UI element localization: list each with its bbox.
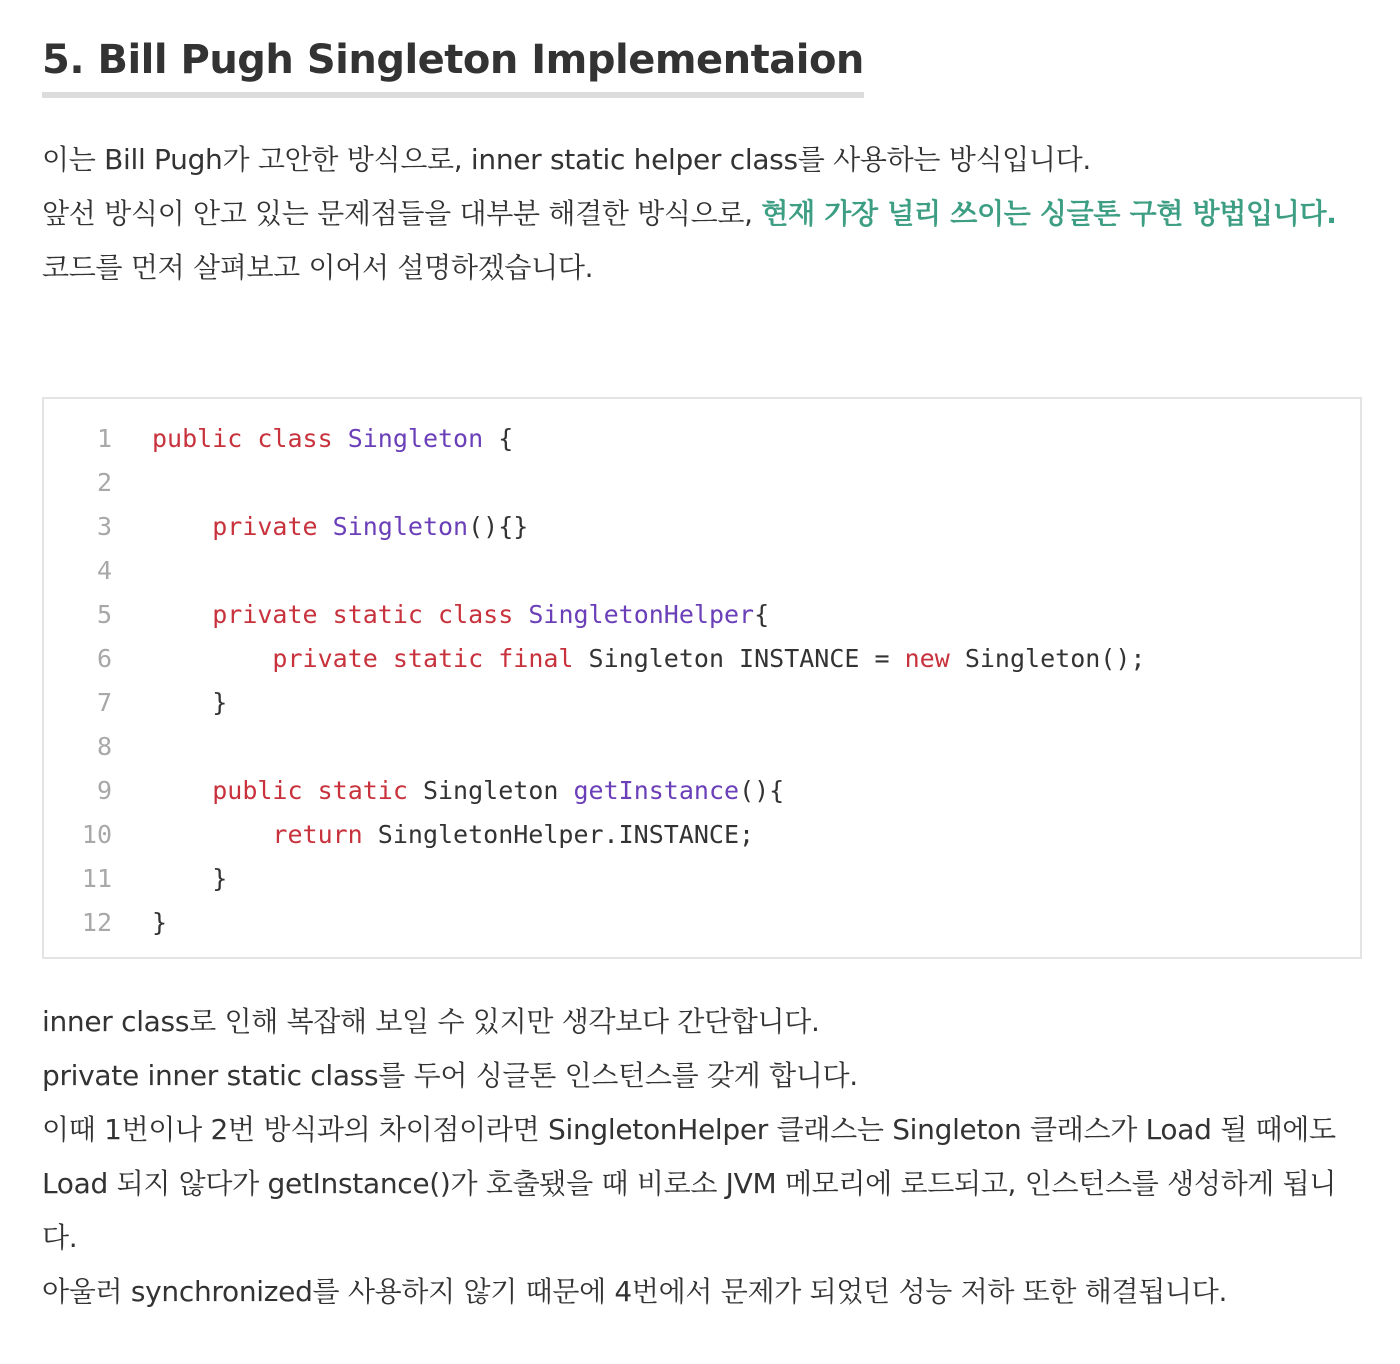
code-token: [152, 600, 212, 629]
code-line: [44, 813, 1360, 857]
code-token: [318, 600, 333, 629]
line-number: 9: [96, 776, 112, 805]
code-token: }: [152, 864, 228, 893]
intro-line-2: [42, 187, 1362, 241]
code-text: [152, 417, 513, 461]
code-token: [378, 644, 393, 673]
code-line: [44, 681, 1360, 725]
intro-line-1: 이는 Bill Pugh가 고안한 방식으로, inner static helper class를 사용하는 방식입니다.: [42, 143, 1092, 176]
explanation-line-2: private inner static class를 두어 싱글톤 인스턴스를 갖게 합니다.: [42, 1059, 858, 1092]
line-number: 4: [96, 556, 112, 585]
code-token: [152, 512, 212, 541]
code-token: {: [754, 600, 770, 629]
code-keyword: static: [332, 600, 423, 629]
code-keyword: class: [438, 600, 514, 629]
code-identifier: Singleton: [332, 512, 469, 541]
code-line: [44, 637, 1360, 681]
code-token: [242, 424, 257, 453]
code-token: SingletonHelper.INSTANCE;: [362, 820, 755, 849]
code-text: [152, 857, 227, 901]
code-token: }: [152, 688, 228, 717]
highlighted-text: 현재 가장 널리 쓰이는 싱글톤 구현 방법입니다.: [761, 197, 1337, 230]
code-block: [42, 397, 1362, 959]
code-keyword: public: [152, 424, 243, 453]
code-keyword: public: [212, 776, 303, 805]
code-token: {: [483, 424, 514, 453]
code-token: [423, 600, 438, 629]
code-identifier: getInstance: [573, 776, 740, 805]
code-token: [333, 424, 348, 453]
code-keyword: final: [498, 644, 574, 673]
code-text: [152, 593, 769, 637]
code-token: Singleton INSTANCE =: [573, 644, 905, 673]
code-text: [152, 681, 227, 725]
code-token: [303, 776, 318, 805]
code-text: [152, 813, 754, 857]
code-lines: [44, 417, 1360, 945]
code-keyword: private: [212, 512, 318, 541]
code-keyword: class: [257, 424, 333, 453]
code-token: (){: [739, 776, 785, 805]
code-token: Singleton: [407, 776, 574, 805]
code-line: [44, 549, 1360, 593]
code-keyword: static: [392, 644, 484, 673]
code-keyword: private: [212, 600, 318, 629]
code-token: [152, 776, 212, 805]
line-number: 2: [96, 468, 112, 497]
code-keyword: return: [272, 820, 363, 849]
code-line: [44, 417, 1360, 461]
section-heading: 5. Bill Pugh Singleton Implementaion: [42, 34, 864, 98]
line-number: 1: [96, 424, 112, 453]
code-token: [483, 644, 498, 673]
code-text: [152, 637, 1145, 681]
code-token: Singleton();: [949, 644, 1146, 673]
intro-line-3: 코드를 먼저 살펴보고 이어서 설명하겠습니다.: [42, 251, 594, 284]
line-number: 12: [81, 908, 112, 937]
code-token: [318, 512, 333, 541]
code-keyword: static: [317, 776, 408, 805]
code-line: [44, 505, 1360, 549]
line-number: 6: [96, 644, 112, 673]
line-number: 8: [96, 732, 112, 761]
code-token: (){}: [468, 512, 529, 541]
code-keyword: private: [272, 644, 378, 673]
explanation-line-4: 아울러 synchronized를 사용하지 않기 때문에 4번에서 문제가 되었던 성능 저하 또한 해결됩니다.: [42, 1275, 1228, 1308]
line-number: 7: [96, 688, 112, 717]
code-line: [44, 593, 1360, 637]
code-token: [152, 820, 272, 849]
line-number: 3: [96, 512, 112, 541]
code-line: [44, 461, 1360, 505]
code-token: [152, 644, 272, 673]
code-line: [44, 857, 1360, 901]
explanation-paragraph: [42, 995, 1362, 1319]
code-line: [44, 901, 1360, 945]
code-line: [44, 769, 1360, 813]
code-line: [44, 725, 1360, 769]
code-identifier: Singleton: [347, 424, 484, 453]
code-keyword: new: [904, 644, 950, 673]
line-number: 11: [81, 864, 112, 893]
code-token: [513, 600, 528, 629]
intro-paragraph: [42, 133, 1362, 295]
code-token: }: [152, 908, 168, 937]
line-number: 10: [81, 820, 112, 849]
code-text: [152, 769, 784, 813]
explanation-line-1: inner class로 인해 복잡해 보일 수 있지만 생각보다 간단합니다.: [42, 1005, 820, 1038]
line-number: 5: [96, 600, 112, 629]
code-identifier: SingletonHelper: [528, 600, 755, 629]
intro-line-2-text: 앞선 방식이 안고 있는 문제점들을 대부분 해결한 방식으로,: [42, 197, 762, 230]
code-text: [152, 505, 528, 549]
explanation-line-3: 이때 1번이나 2번 방식과의 차이점이라면 SingletonHelper 클래스는 Singleton 클래스가 Load 될 때에도 Load 되지 않다가 getInstance()가 호출됐을 때 비로소 JVM 메모리에 로드되고, 인스턴스를 생성하게 됩니다.: [42, 1113, 1337, 1254]
code-text: [152, 901, 167, 945]
